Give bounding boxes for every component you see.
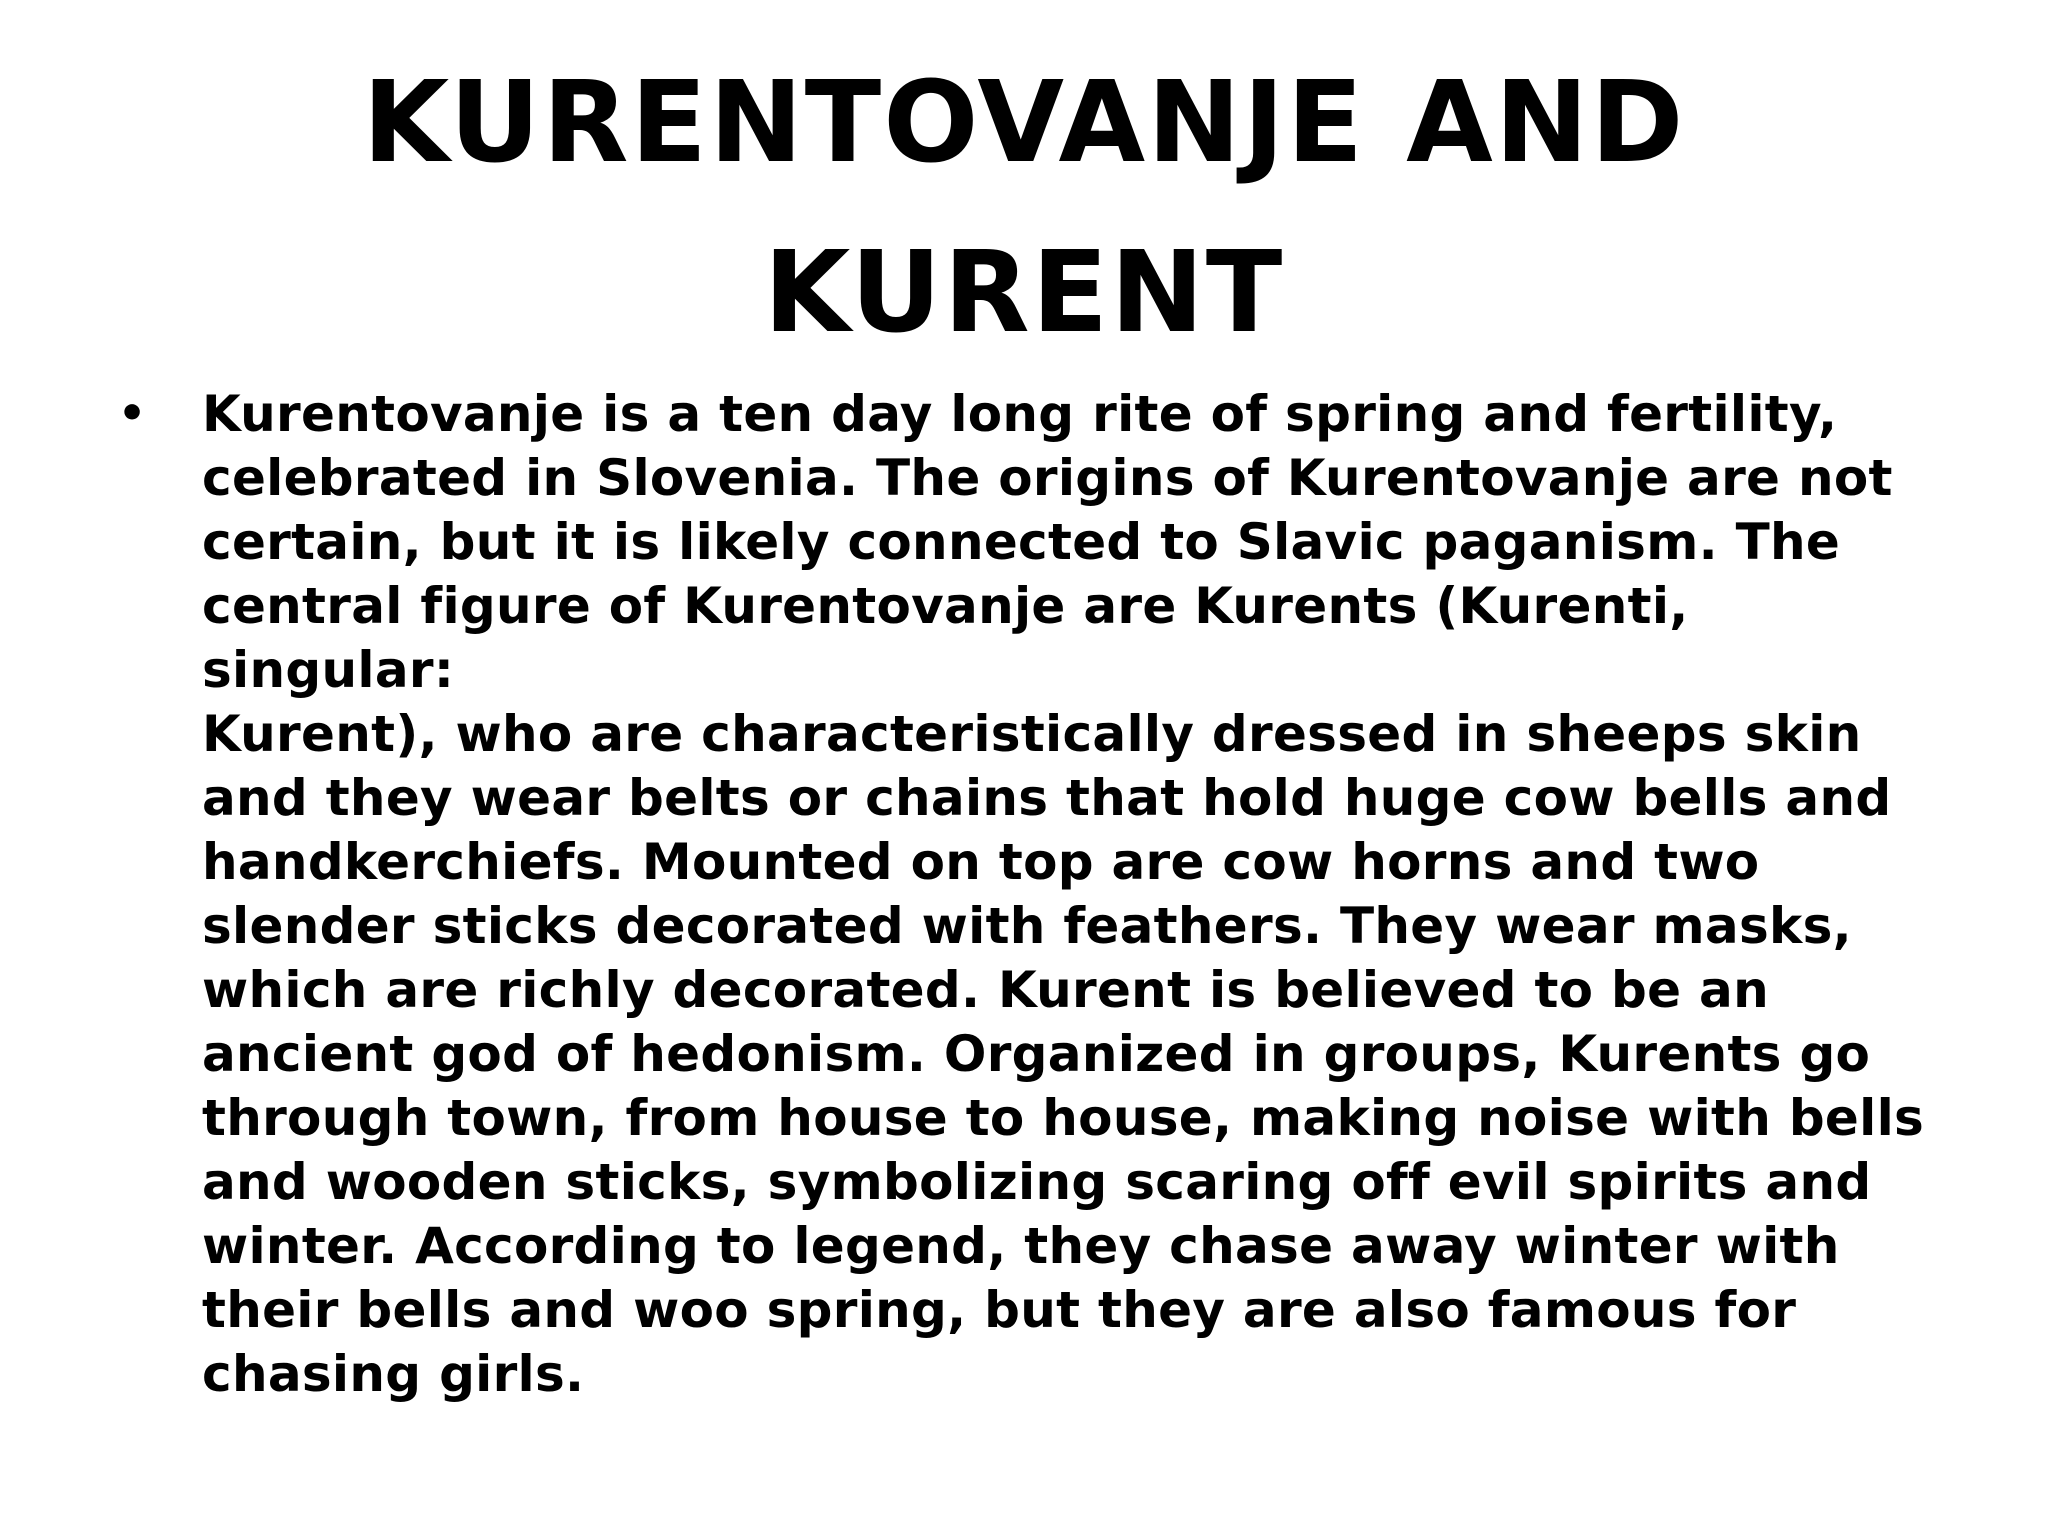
bullet-text: Kurentovanje is a ten day long rite of spring and fertility, celebrated in Slovenia. The origins of Kurentovanje are not certain, but it is likely connected to Slavic paganism. The central figure of Kurentovanje are Kurents (Kurenti, singular: Kurent), who are characteristically dressed in sheeps skin and they wear belts or chains that hold huge cow bells and handkerchiefs. Mounted on top are cow horns and two slender sticks decorated with feathers. They wear masks, which are richly decorated. Kurent is believed to be an ancient god of hedonism. Organized in groups, Kurents go through town, from house to house, making noise with bells and wooden sticks, symbolizing scaring off evil spirits and winter. According to legend, they chase away winter with their bells and woo spring, but they are also famous for chasing girls. xyxy=(202,385,1925,1403)
bullet-icon: • xyxy=(118,388,147,439)
slide-title: KURENTOVANJE AND KURENT xyxy=(362,58,1686,358)
bullet-list xyxy=(118,382,1958,1406)
bullet-item xyxy=(118,382,1958,1406)
